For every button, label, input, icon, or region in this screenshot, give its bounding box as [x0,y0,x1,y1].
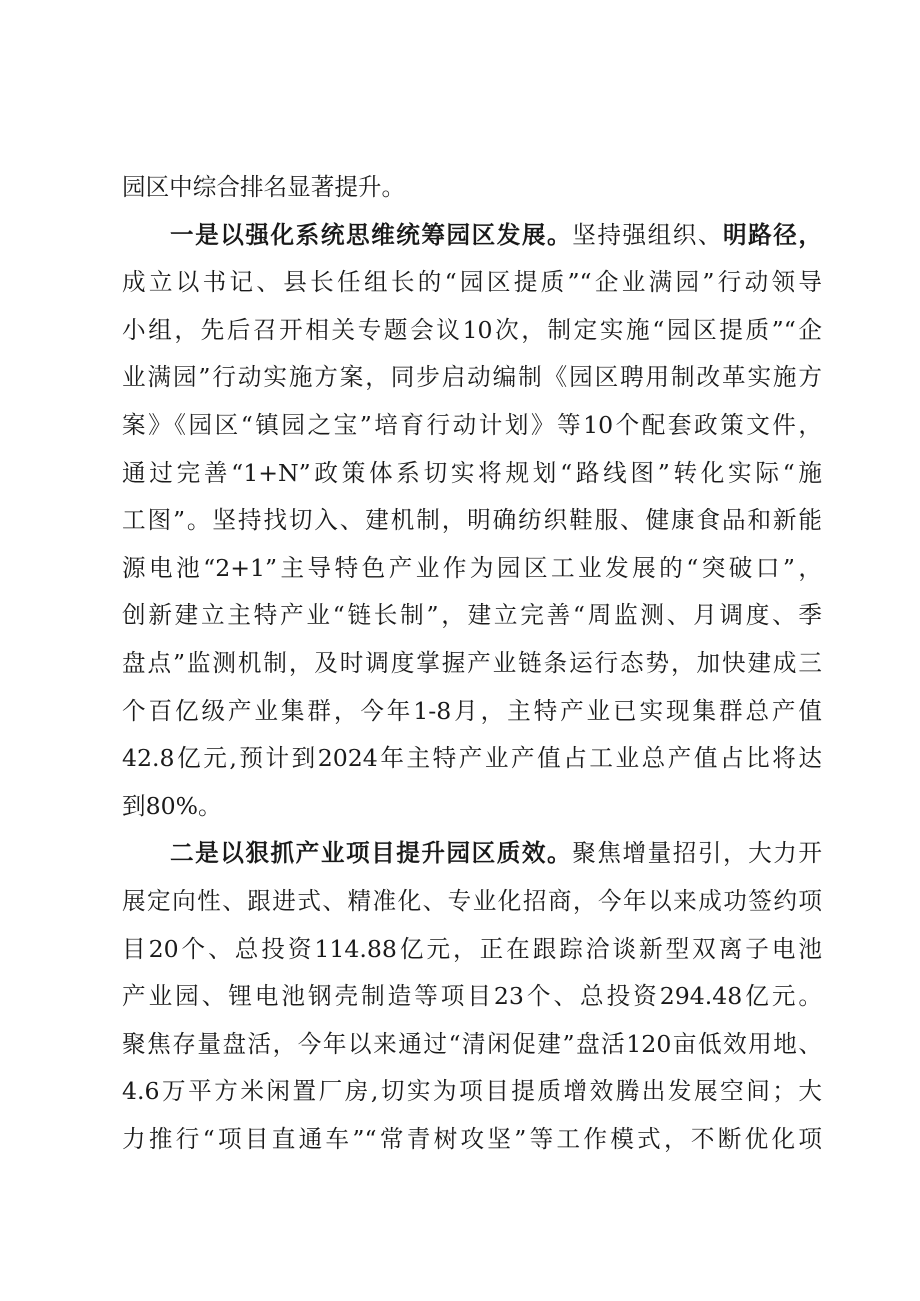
text-line: 创新建立主特产业“链长制”，建立完善“周监测、月调度、季 [122,601,822,630]
text-line: 目20个、总投资114.88亿元，正在跟踪洽谈新型双离子电池 [122,934,822,963]
text-line: 到80%。 [122,791,222,820]
text-line: 个百亿级产业集群，今年1-8月，主特产业已实现集群总产值 [122,696,822,725]
text-line: 小组，先后召开相关专题会议10次，制定实施“园区提质”“企 [122,315,822,344]
document-body [122,164,822,1163]
paragraph-heading: 一是以强化系统思维统筹园区发展。 [170,220,573,249]
text-line: 聚焦存量盘活，今年以来通过“清闲促建”盘活120亩低效用地、 [122,1029,822,1058]
text-line: 一是以强化系统思维统筹园区发展。坚持强组织、明路径， [170,220,822,249]
text-line: 源电池“2+1”主导特色产业作为园区工业发展的“突破口”， [122,553,822,582]
text-line: 4.6万平方米闲置厂房,切实为项目提质增效腾出发展空间；大 [122,1077,822,1106]
text-line: 产业园、锂电池钢壳制造等项目23个、总投资294.48亿元。 [122,982,822,1011]
text-line: 案》《园区“镇园之宝”培育行动计划》等10个配套政策文件， [122,410,822,439]
text-line: 展定向性、跟进式、精准化、专业化招商，今年以来成功签约项 [122,886,822,915]
text-line: 园区中综合排名显著提升。 [122,173,406,201]
text-line: 成立以书记、县长任组长的“园区提质”“企业满园”行动领导 [122,268,822,297]
text-line: 业满园”行动实施方案，同步启动编制《园区聘用制改革实施方 [122,363,822,392]
text-line: 力推行“项目直通车”“常青树攻坚”等工作模式，不断优化项 [122,1124,822,1153]
text-line: 42.8亿元,预计到2024年主特产业产值占工业总产值占比将达 [122,744,822,773]
text-line: 盘点”监测机制，及时调度掌握产业链条运行态势，加快建成三 [122,648,822,677]
text-line: 工图”。坚持找切入、建机制，明确纺织鞋服、健康食品和新能 [122,506,822,535]
text-line: 二是以狠抓产业项目提升园区质效。聚焦增量招引，大力开 [170,839,822,868]
text-line: 通过完善“1+N”政策体系切实将规划“路线图”转化实际“施 [122,458,822,487]
paragraph-heading: 二是以狠抓产业项目提升园区质效。 [170,839,573,868]
